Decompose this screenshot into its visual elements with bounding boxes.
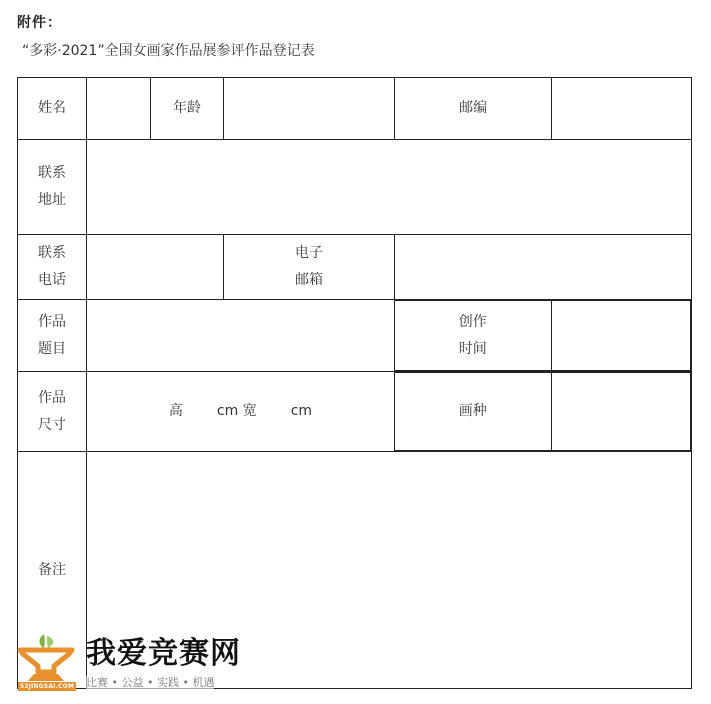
size-field[interactable] <box>87 372 395 452</box>
age-label: 年龄 <box>151 78 224 140</box>
work-title-field[interactable] <box>87 300 395 372</box>
address-label-line1: 联系 <box>38 165 66 181</box>
size-label-line1: 作品 <box>38 389 66 406</box>
work-title-label-line2: 题目 <box>38 340 66 357</box>
width-label: 宽 <box>242 403 257 419</box>
postcode-field[interactable] <box>552 78 691 140</box>
name-field[interactable] <box>87 78 151 140</box>
phone-label-line1: 联系 <box>38 245 66 261</box>
document-title: “多彩·2021”全国女画家作品展参评作品登记表 <box>22 43 315 59</box>
painting-type-group <box>395 372 692 452</box>
email-label-line2: 邮箱 <box>295 272 323 288</box>
remarks-label: 备注 <box>18 452 87 689</box>
email-label-line1: 电子 <box>295 245 323 261</box>
postcode-label: 邮编 <box>395 78 552 140</box>
watermark-slogan: 比赛 • 公益 • 实践 • 机遇 <box>86 676 215 689</box>
creation-time-group <box>395 300 692 372</box>
painting-type-field[interactable] <box>551 373 690 451</box>
email-label <box>224 235 395 300</box>
attachment-label: 附件： <box>17 15 62 31</box>
size-label <box>18 372 87 452</box>
creation-time-label-line2: 时间 <box>458 340 487 357</box>
size-label-line2: 尺寸 <box>38 416 66 433</box>
address-label <box>18 140 87 235</box>
watermark-site: 52JINGSAI.COM <box>19 683 75 690</box>
width-unit: cm <box>290 403 313 419</box>
address-label-line2: 地址 <box>38 192 66 208</box>
phone-label-line2: 电话 <box>38 272 66 288</box>
height-unit: cm <box>216 403 239 419</box>
phone-label <box>18 235 87 300</box>
address-field[interactable] <box>87 140 692 235</box>
watermark-brand: 我爱竞赛网 <box>86 636 241 671</box>
email-field[interactable] <box>395 235 692 300</box>
registration-form <box>17 77 692 689</box>
work-title-label <box>18 300 87 372</box>
creation-time-label <box>395 301 551 371</box>
work-title-label-line1: 作品 <box>38 313 66 330</box>
height-label: 高 <box>168 403 183 419</box>
creation-time-label-line1: 创作 <box>458 313 487 330</box>
phone-field[interactable] <box>87 235 224 300</box>
age-field[interactable] <box>224 78 395 140</box>
watermark <box>14 632 254 696</box>
painting-type-label: 画种 <box>395 373 551 451</box>
creation-time-field[interactable] <box>551 301 690 371</box>
name-label: 姓名 <box>18 78 87 140</box>
